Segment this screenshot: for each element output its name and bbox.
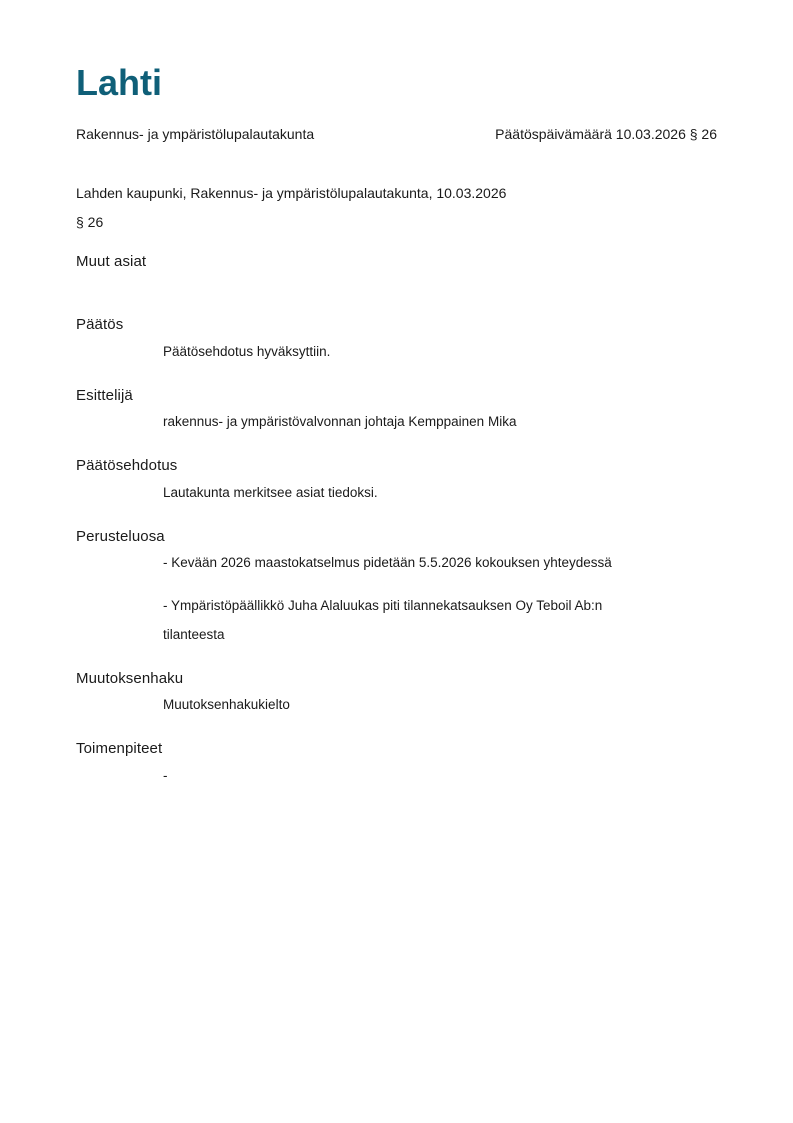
rationale-item-2-line-1: - Ympäristöpäällikkö Juha Alaluukas piti tilannekatsauksen Oy Teboil Ab:n <box>163 598 603 613</box>
presenter-text: rakennus- ja ympäristövalvonnan johtaja Kemppainen Mika <box>163 414 517 429</box>
document-title-line: Lahden kaupunki, Rakennus- ja ympäristölupalautakunta, 10.03.2026 <box>76 185 507 201</box>
decision-text: Päätösehdotus hyväksyttiin. <box>163 344 331 359</box>
proposal-heading: Päätösehdotus <box>76 457 178 474</box>
lahti-logo <box>76 64 168 100</box>
measures-text: - <box>163 768 168 783</box>
rationale-heading: Perusteluosa <box>76 528 165 545</box>
lahti-logo-text: Lahti <box>76 64 162 100</box>
header-committee: Rakennus- ja ympäristölupalautakunta <box>76 126 315 142</box>
header-decision-date: Päätöspäivämäärä 10.03.2026 § 26 <box>495 126 717 142</box>
decision-heading: Päätös <box>76 316 124 333</box>
appeal-text: Muutoksenhakukielto <box>163 697 290 712</box>
section-number: § 26 <box>76 214 104 230</box>
rationale-item-2-line-2: tilanteesta <box>163 627 225 642</box>
measures-heading: Toimenpiteet <box>76 740 163 757</box>
rationale-item-1: - Kevään 2026 maastokatselmus pidetään 5.5.2026 kokouksen yhteydessä <box>163 555 612 570</box>
presenter-heading: Esittelijä <box>76 387 133 404</box>
subject-heading: Muut asiat <box>76 253 147 270</box>
proposal-text: Lautakunta merkitsee asiat tiedoksi. <box>163 485 378 500</box>
appeal-heading: Muutoksenhaku <box>76 670 184 687</box>
